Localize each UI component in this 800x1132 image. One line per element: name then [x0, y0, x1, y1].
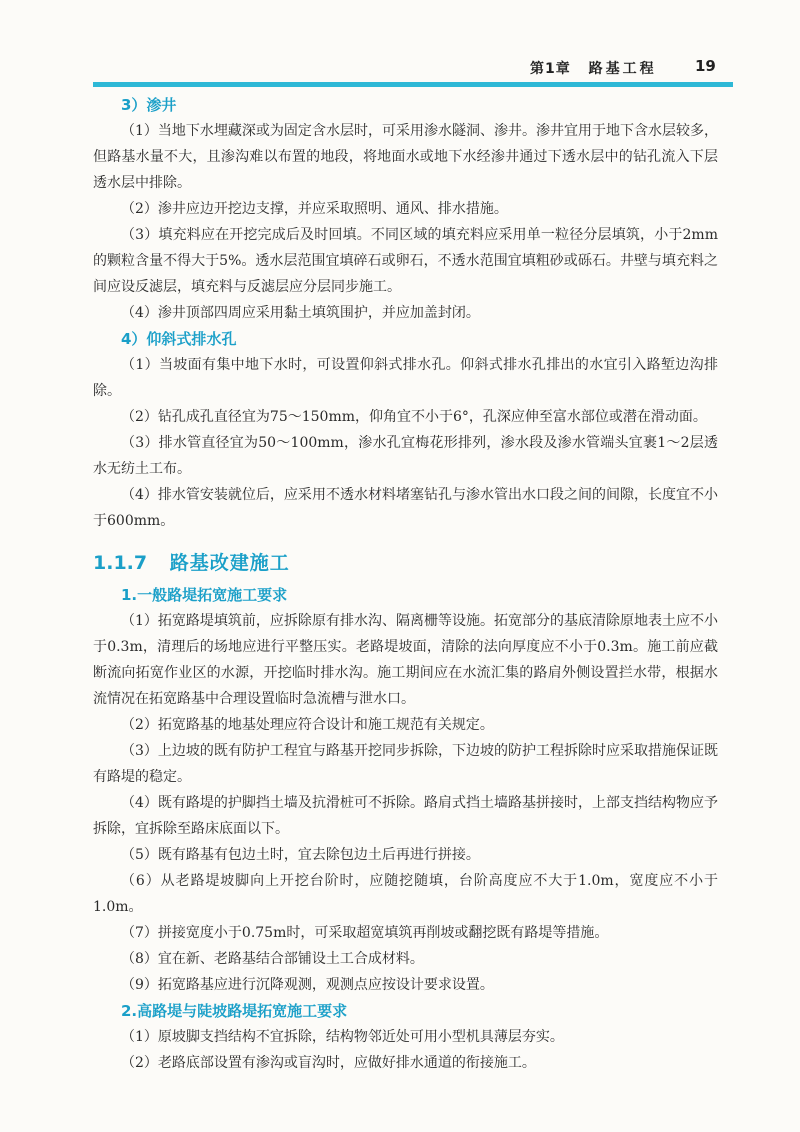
- paragraph: （4）排水管安装就位后，应采用不透水材料堵塞钻孔与渗水管出水口段之间的间隙，长度宜不小于600mm。: [93, 487, 718, 529]
- paragraph: （7）拼接宽度小于0.75m时，可采取超宽填筑再削坡或翻挖既有路堤等措施。: [121, 925, 609, 941]
- subheading-general-widening: 1.一般路堤拓宽施工要求: [121, 586, 288, 604]
- paragraph: （1）当坡面有集中地下水时，可设置仰斜式排水孔。仰斜式排水孔排出的水宜引入路堑边沟排除。: [93, 357, 718, 399]
- paragraph: （3）上边坡的既有防护工程宜与路基开挖同步拆除，下边坡的防护工程拆除时应采取措施保证既有路堤的稳定。: [93, 743, 718, 785]
- header-rule: [93, 82, 733, 87]
- paragraph: （4）既有路堤的护脚挡土墙及抗滑桩可不拆除。路肩式挡土墙路基拼接时，上部支挡结构物应予拆除，宜拆除至路床底面以下。: [93, 795, 718, 837]
- paragraph: （2）老路底部设置有渗沟或盲沟时，应做好排水通道的衔接施工。: [121, 1055, 536, 1071]
- paragraph: （8）宜在新、老路基结合部铺设土工合成材料。: [121, 951, 424, 967]
- header-chapter: 第1章: [530, 61, 571, 77]
- paragraph: （1）当地下水埋藏深或为固定含水层时，可采用渗水隧洞、渗井。渗井宜用于地下含水层较多，但路基水量不大，且渗沟难以布置的地段，将地面水或地下水经渗井通过下透水层中的钻孔流入下层透水层中排除。: [93, 123, 718, 191]
- paragraph: （1）原坡脚支挡结构不宜拆除，结构物邻近处可用小型机具薄层夯实。: [121, 1029, 564, 1045]
- paragraph: （9）拓宽路基应进行沉降观测，观测点应按设计要求设置。: [121, 977, 494, 993]
- subheading-seepage-well: 3）渗井: [121, 96, 177, 114]
- paragraph: （2）渗井应边开挖边支撑，并应采取照明、通风、排水措施。: [121, 201, 508, 217]
- subheading-inclined-drain: 4）仰斜式排水孔: [121, 330, 237, 348]
- paragraph: （2）钻孔成孔直径宜为75～150mm，仰角宜不小于6°，孔深应伸至富水部位或潜在滑动面。: [121, 409, 707, 425]
- paragraph: （3）填充料应在开挖完成后及时回填。不同区域的填充料应采用单一粒径分层填筑，小于2mm的颗粒含量不得大于5%。透水层范围宜填碎石或卵石，不透水范围宜填粗砂或砾石。井壁与填充料之间应设反滤层，填充料与反滤层应分层同步施工。: [93, 227, 718, 295]
- paragraph: （6）从老路堤坡脚向上开挖台阶时，应随挖随填，台阶高度应不大于1.0m，宽度应不小于1.0m。: [93, 873, 718, 915]
- running-header: [530, 58, 657, 78]
- section-heading-1-1-7: [93, 548, 718, 578]
- subheading-high-widening: 2.高路堤与陡坡路堤拓宽施工要求: [121, 1002, 348, 1020]
- header-title: 路基工程: [588, 61, 657, 77]
- paragraph: （5）既有路基有包边土时，宜去除包边土后再进行拼接。: [121, 847, 480, 863]
- paragraph: （2）拓宽路基的地基处理应符合设计和施工规范有关规定。: [121, 717, 494, 733]
- section-title: 路基改建施工: [169, 552, 290, 574]
- page-number: 19: [695, 57, 716, 75]
- paragraph: （4）渗井顶部四周应采用黏土填筑围护，并应加盖封闭。: [121, 305, 480, 321]
- paragraph: （3）排水管直径宜为50～100mm，渗水孔宜梅花形排列，渗水段及渗水管端头宜裹1～2层透水无纺土工布。: [93, 435, 718, 477]
- paragraph: （1）拓宽路堤填筑前，应拆除原有排水沟、隔离栅等设施。拓宽部分的基底清除原地表土应不小于0.3m，清理后的场地应进行平整压实。老路堤坡面，清除的法向厚度应不小于0.3m。施工前应截断流向拓宽作业区的水源，开挖临时排水沟。施工期间应在水流汇集的路肩外侧设置拦水带，根据水流情况在拓宽路基中合理设置临时急流槽与泄水口。: [93, 613, 718, 707]
- page-body: [93, 92, 718, 1076]
- section-number: 1.1.7: [93, 552, 148, 574]
